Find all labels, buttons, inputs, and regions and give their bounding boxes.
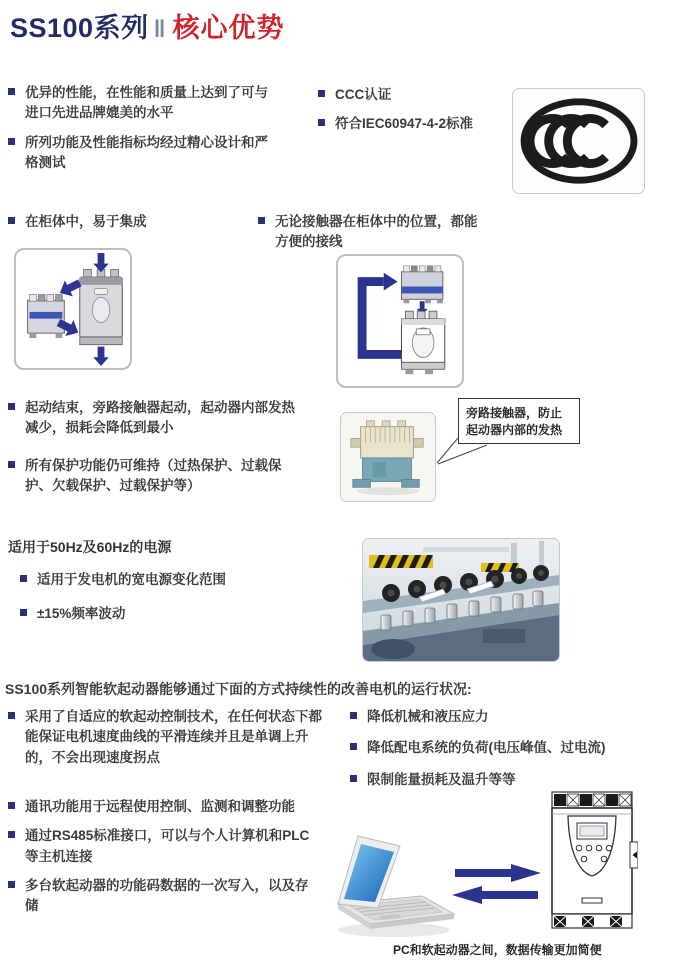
series-name: SS100系列 [10,13,149,43]
bullet-item [350,707,660,727]
bullet-item [8,83,270,124]
bullet-text: 通讯功能用于远程使用控制、监测和调整功能 [25,799,295,814]
ccc-logo-box [512,88,645,194]
bullet-square-icon [350,712,357,719]
laptop-icon [330,822,458,940]
bullet-square-icon [8,881,15,888]
bullet-item [8,398,308,439]
production-line-photo [362,538,560,662]
bullet-square-icon [8,461,15,468]
bullet-square-icon [350,743,357,750]
bullet-item [8,797,316,817]
bullet-item [318,85,508,105]
contactor-icon [401,266,442,303]
bullet-item [350,770,660,790]
bullet-text: 无论接触器在柜体中的位置，都能方便的接线 [275,214,478,250]
bullet-text: 在柜体中，易于集成 [25,214,147,229]
integration-right-heading [258,212,483,253]
bullet-item [8,826,316,867]
bullet-text: ±15%频率波动 [37,606,126,622]
power-heading: 适用于50Hz及60Hz的电源 [8,539,172,555]
power-bullet-list [20,570,300,634]
bullet-item [318,114,508,134]
bullet-text: 降低机械和液压应力 [367,709,489,724]
bullet-text: 多台软起动器的功能码数据的一次写入，以及存储 [25,877,309,913]
bullet-square-icon [20,609,27,616]
soft-starter-icon [80,269,123,344]
integration-diagram-box [14,248,132,370]
bullet-text: 起动结束，旁路接触器起动，起动器内部发热减少，损耗会降低到最小 [25,400,295,436]
bullet-square-icon [8,138,15,145]
bullet-square-icon [8,712,15,719]
soft-starter-drawing [546,790,638,930]
title-separator-icon: ‖ [153,16,166,43]
wiring-diagram [338,256,462,386]
improve-right-list [350,707,660,799]
bullet-square-icon [8,802,15,809]
bullet-text: 适用于发电机的宽电源变化范围 [37,572,226,587]
improve-intro: SS100系列智能软起动器能够通过下面的方式持续性的改善电机的运行状况: [5,681,472,697]
bullet-square-icon [258,217,265,224]
production-line-icon [363,539,559,661]
title-accent: 核心优势 [172,13,285,43]
bullet-square-icon [318,119,325,126]
bullet-square-icon [8,88,15,95]
bullet-text: 所列功能及性能指标均经过精心设计和严格测试 [25,134,268,170]
integration-diagram [16,250,130,368]
bullet-item [8,876,316,917]
soft-starter-icon [401,311,444,374]
bullet-square-icon [20,575,27,582]
page-title [10,6,285,45]
bypass-contactor-photo [340,412,436,502]
bullet-item [20,570,300,590]
bullet-text: 符合IEC60947-4-2标准 [335,116,474,132]
bullet-text: 所有保护功能仍可维持（过热保护、过载保护、欠载保护、过载保护等） [25,457,282,493]
integration-left-heading [8,212,238,232]
bullet-item [8,133,270,174]
transfer-left-arrow-icon [452,886,538,904]
certification-bullet-list [318,85,508,144]
bullet-item [20,604,300,624]
bullet-square-icon [350,775,357,782]
callout-text: 旁路接触器，防止起动器内部的发热 [466,406,563,438]
pc-transfer-caption: PC和软起动器之间，数据传输更加简便 [393,943,602,957]
wiring-diagram-box [336,254,464,388]
bullet-item [8,456,308,497]
bullet-square-icon [8,403,15,410]
comm-bullet-list [8,797,316,925]
wiring-path-icon [362,273,407,355]
callout-pointer-lines [428,432,502,474]
bullet-text: 限制能量损耗及温升等等 [367,771,516,787]
quality-bullet-list [8,83,270,182]
bullet-text: 优异的性能，在性能和质量上达到了可与进口先进品牌媲美的水平 [25,85,268,121]
bullet-item [8,707,330,768]
bullet-text: CCC认证 [335,87,392,102]
contactor-icon [28,295,65,338]
bullet-text: 通过RS485标准接口，可以与个人计算机和PLC等主机连接 [25,828,310,864]
bullet-square-icon [8,831,15,838]
transfer-right-arrow-icon [455,864,541,882]
ccc-mark-icon [513,89,645,193]
bullet-square-icon [318,90,325,97]
bullet-text: 采用了自适应的软起动控制技术，在任何状态下都能保证电机速度曲线的平滑连续并且是单调上升的，不会出现速度拐点 [25,709,322,765]
bypass-bullet-list [8,398,308,505]
bullet-text: 降低配电系统的负荷(电压峰值、过电流) [367,740,606,756]
bypass-contactor-icon [341,413,435,501]
improve-left-list [8,707,330,777]
bullet-item [350,738,660,758]
bullet-square-icon [8,217,15,224]
